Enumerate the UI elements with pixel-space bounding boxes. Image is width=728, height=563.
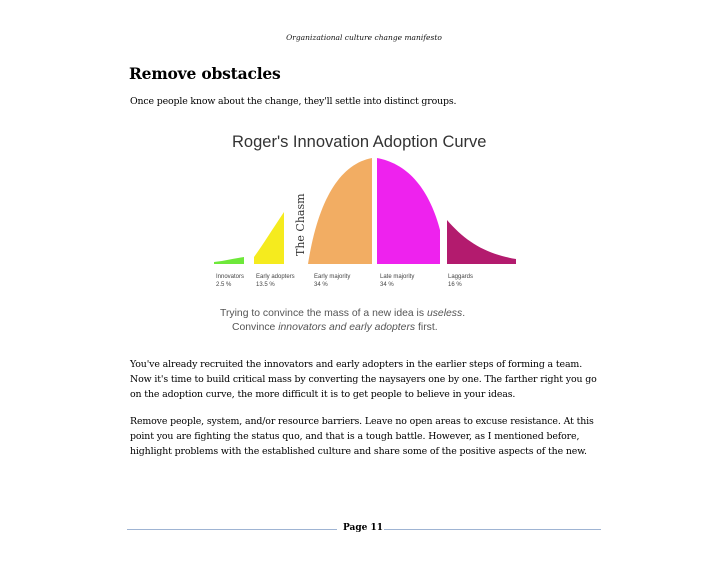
group-label-early-majority: Early majority	[314, 274, 351, 280]
adoption-curve-image	[210, 120, 520, 345]
page-number: Page 11	[343, 523, 384, 533]
laggards-segment	[447, 220, 516, 264]
intro-text: Once people know about the change, they'll settle into distinct groups.	[130, 96, 457, 107]
body-paragraph-1: You've already recruited the innovators and early adopters in the earlier steps of forming a team. Now it's time to build critical mass by converting the naysayers one by one. The farther right you go on the adoption curve, the more difficult it is to get people to believe in your ideas.	[130, 359, 597, 400]
chasm-label: The Chasm	[294, 193, 307, 256]
early-majority-segment	[308, 158, 372, 264]
group-label-laggards: Laggards	[448, 274, 474, 280]
group-percent-early-adopters: 13.5 %	[256, 282, 275, 288]
body-paragraph-2: Remove people, system, and/or resource barriers. Leave no open areas to excuse resistance. At this point you are fighting the status quo, and that is a tough battle. However, as I mentioned before, highlight problems with the established culture and share some of the positive aspects of the new.	[130, 416, 594, 457]
footer-rule-left	[127, 529, 337, 530]
group-percent-innovators: 2.5 %	[216, 282, 232, 288]
late-majority-segment	[377, 158, 440, 264]
group-percent-laggards: 16 %	[448, 282, 462, 288]
footer-rule-right	[384, 529, 601, 530]
innovators-segment	[214, 257, 244, 264]
group-label-early-adopters: Early adopters	[256, 274, 295, 280]
group-label-innovators: Innovators	[216, 274, 245, 280]
running-header: Organizational culture change manifesto	[286, 33, 442, 42]
early-adopters-segment	[254, 212, 284, 264]
section-heading: Remove obstacles	[129, 64, 281, 83]
adoption-curve-figure	[210, 120, 520, 345]
group-percent-late-majority: 34 %	[380, 282, 394, 288]
group-percent-early-majority: 34 %	[314, 282, 328, 288]
figure-caption-line2: Convince innovators and early adopters first.	[232, 322, 438, 333]
figure-caption-line1: Trying to convince the mass of a new idea is useless.	[220, 308, 466, 319]
figure-title: Roger's Innovation Adoption Curve	[232, 133, 487, 151]
group-label-late-majority: Late majority	[380, 274, 415, 280]
